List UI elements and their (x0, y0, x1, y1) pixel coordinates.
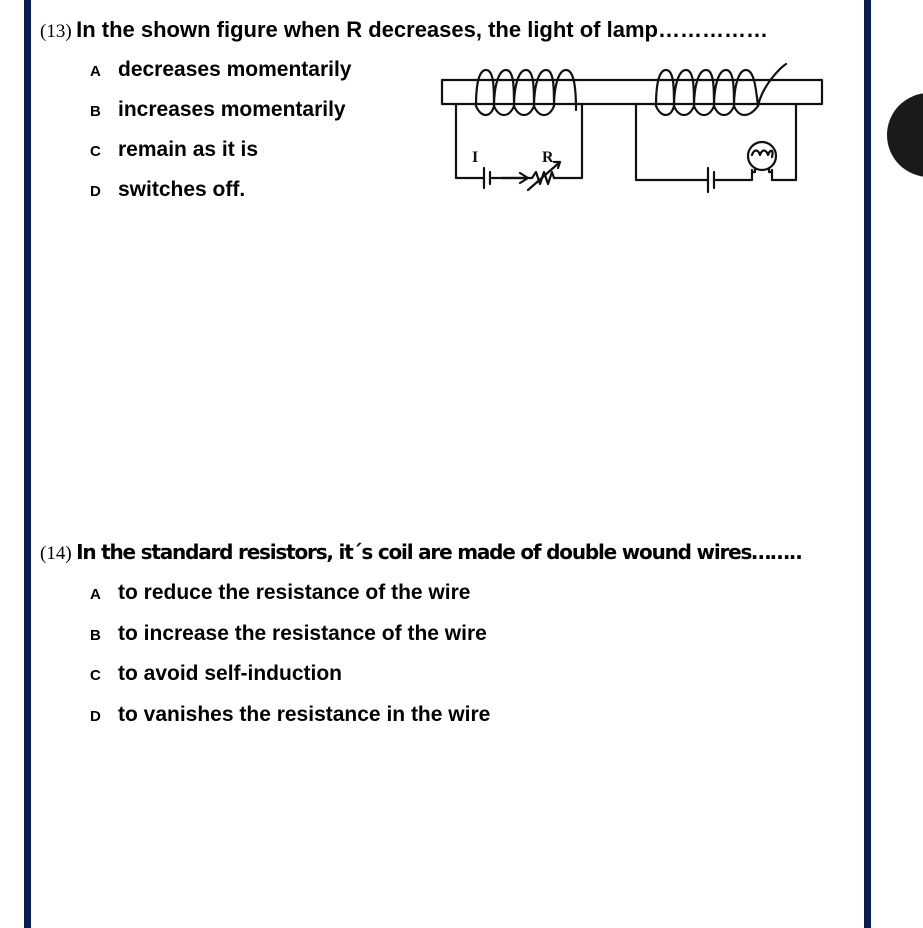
option-letter: A (90, 586, 101, 603)
secondary-battery (708, 168, 714, 192)
option-text: to increase the resistance of the wire (118, 622, 487, 645)
q13-option-a[interactable] (90, 58, 351, 82)
page-border-left (24, 0, 31, 928)
q14-option-b[interactable] (90, 622, 487, 646)
option-text: to reduce the resistance of the wire (118, 581, 471, 604)
option-text: decreases momentarily (118, 58, 352, 81)
option-letter: C (90, 143, 101, 160)
label-r: R (542, 149, 554, 166)
question-text: In the standard resistors, it´s coil are made of double wound wires…….. (76, 540, 802, 564)
primary-battery (484, 168, 490, 188)
option-letter: D (90, 183, 101, 200)
option-letter: C (90, 667, 101, 684)
option-letter: B (90, 627, 101, 644)
option-text: increases momentarily (118, 98, 346, 121)
question-number: (13) (40, 21, 72, 42)
question-text: In the shown figure when R decreases, the light of lamp…………… (76, 17, 768, 42)
option-text: to vanishes the resistance in the wire (118, 703, 491, 726)
question-number: (14) (40, 543, 72, 564)
q13-option-d[interactable] (90, 178, 245, 202)
option-text: remain as it is (118, 138, 259, 161)
iron-core (442, 80, 822, 104)
option-text: switches off. (118, 178, 246, 201)
option-letter: A (90, 63, 101, 80)
label-i: I (472, 149, 479, 166)
primary-wire-left (456, 104, 484, 178)
question-14-heading (40, 540, 802, 565)
option-text: to avoid self-induction (118, 662, 342, 685)
option-letter: D (90, 708, 101, 725)
circuit-figure (436, 58, 828, 200)
option-letter: B (90, 103, 101, 120)
side-tab[interactable] (887, 93, 923, 177)
question-13-heading (40, 17, 768, 43)
q14-option-c[interactable] (90, 662, 342, 686)
q13-option-b[interactable] (90, 98, 346, 122)
q14-option-a[interactable] (90, 581, 470, 605)
q13-option-c[interactable] (90, 138, 258, 162)
page-border-right (864, 0, 871, 928)
secondary-coil (656, 64, 786, 106)
secondary-wire-left (636, 104, 708, 180)
q14-option-d[interactable] (90, 703, 490, 727)
secondary-wire-right (772, 104, 796, 180)
